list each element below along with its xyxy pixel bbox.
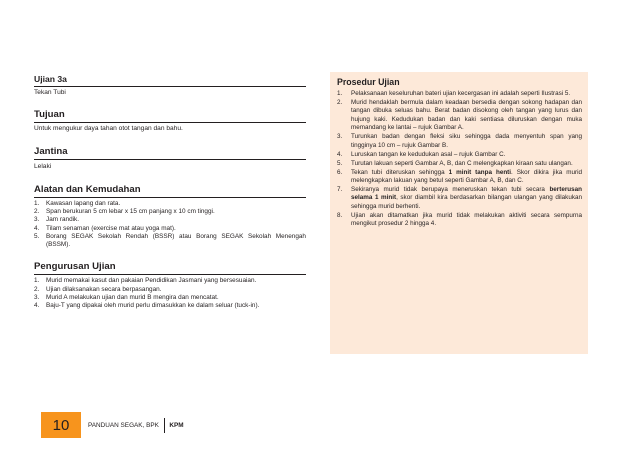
list-item-text: Baju-T yang dipakai oleh murid perlu dimasukkan ke dalam seluar (tuck-in).	[46, 302, 260, 310]
list-item-text: Murid memakai kasut dan pakaian Pendidikan Jasmani yang bersesuaian.	[46, 277, 257, 285]
gender-divider	[34, 159, 306, 160]
list-item-text: Ujian dilaksanakan secara berpasangan.	[46, 285, 162, 293]
list-item	[337, 99, 582, 133]
list-item	[34, 302, 306, 310]
list-item-text-pre: Tekan tubi diteruskan sehingga	[351, 168, 449, 176]
list-item-number: 4.	[34, 224, 40, 232]
list-item	[337, 186, 582, 211]
list-item-number: 8.	[337, 211, 343, 219]
list-item	[337, 151, 582, 159]
list-item-number: 5.	[337, 159, 343, 167]
list-item	[34, 208, 306, 216]
list-item	[34, 225, 306, 233]
equipment-heading: Alatan dan Kemudahan	[34, 183, 141, 195]
footer-divider	[164, 418, 166, 433]
list-item	[337, 90, 582, 98]
objective-heading: Tujuan	[34, 109, 65, 121]
list-item-number: 7.	[337, 186, 343, 194]
list-item-number: 1.	[337, 90, 343, 97]
footer-org: KPM	[169, 421, 184, 429]
list-item-text: Murid A melakukan ujian dan murid B mengira dan mencatat.	[46, 293, 219, 301]
left-column	[34, 74, 306, 311]
list-item-text-bold: berterusan selama 1 minit	[351, 186, 582, 202]
list-item-number: 2.	[337, 99, 343, 106]
list-item	[337, 212, 582, 229]
list-item-number: 3.	[34, 216, 40, 224]
objective-section	[34, 109, 306, 133]
gender-section	[34, 146, 306, 171]
list-item-text: Jam randik.	[46, 216, 80, 224]
list-item-text: Ujian akan ditamatkan jika murid tidak melakukan aktiviti secara sempurna mengikut prosedur 2 hingga 4.	[351, 211, 582, 228]
list-item-text-post: . Skor dikira jika murid melengkapkan lakuan yang betul seperti Gambar A, B, dan C.	[351, 168, 582, 185]
footer-text: PANDUAN SEGAK, BPK	[88, 421, 159, 429]
admin-heading: Pengurusan Ujian	[34, 261, 116, 273]
list-item	[34, 277, 306, 285]
list-item	[34, 200, 306, 208]
title-divider	[34, 86, 306, 87]
gender-heading: Jantina	[34, 146, 68, 158]
list-item-number: 1.	[34, 199, 40, 207]
list-item-number: 3.	[337, 133, 343, 141]
objective-divider	[34, 122, 306, 123]
list-item-text	[351, 186, 582, 211]
procedure-panel	[330, 72, 588, 354]
list-item-text-pre: Sekiranya murid tidak berupaya meneruskan tekan tubi secara	[351, 186, 550, 194]
list-item	[337, 160, 582, 168]
list-item-number: 4.	[34, 302, 40, 310]
list-item	[34, 233, 306, 250]
list-item-number: 2.	[34, 207, 40, 215]
list-item-text: Turutan lakuan seperti Gambar A, B, dan C melengkapkan kiraan satu ulangan.	[351, 159, 573, 167]
equipment-list	[34, 200, 306, 250]
list-item	[34, 294, 306, 302]
list-item-number: 3.	[34, 293, 40, 301]
list-item-number: 6.	[337, 168, 343, 176]
equipment-section	[34, 184, 306, 250]
list-item	[34, 286, 306, 294]
list-item	[34, 216, 306, 224]
list-item-text	[351, 169, 582, 186]
list-item-text-post: , skor diambil kira berdasarkan bilangan ulangan yang dilakukan sehingga murid berhenti.	[351, 194, 582, 210]
admin-list	[34, 277, 306, 310]
list-item	[337, 133, 582, 150]
objective-text: Untuk mengukur daya tahan otot tangan dan bahu.	[34, 125, 183, 133]
gender-text: Lelaki	[34, 163, 52, 171]
list-item-number: 5.	[34, 232, 40, 240]
list-item	[337, 169, 582, 186]
list-item-text: Tilam senaman (exercise mat atau yoga mat).	[46, 224, 176, 232]
list-item-text: Luruskan tangan ke kedudukan asal – rujuk Gambar C.	[351, 150, 506, 158]
list-item-text: Borang SEGAK Sekolah Rendah (BSSR) atau Borang SEGAK Sekolah Menengah (BSSM).	[46, 232, 306, 249]
test-title: Ujian 3a	[34, 74, 67, 84]
list-item-text: Span berukuran 5 cm lebar x 15 cm panjang x 10 cm tinggi.	[46, 207, 215, 215]
admin-divider	[34, 274, 306, 275]
list-item-text: Turunkan badan dengan fleksi siku sehingga dada menyentuh span yang tingginya 10 cm – rujuk Gambar B.	[351, 133, 582, 149]
list-item-text-bold: 1 minit tanpa henti	[448, 168, 512, 176]
list-item-text: Murid hendaklah bermula dalam keadaan bersedia dengan sokong hadapan dan tangan dibuka seluas bahu. Berat badan disokong oleh tangan yang lurus dan hujung kaki. Kedudukan badan dan kaki sentiasa diluruskan dengan muka memandang ke lantai – rujuk Gambar A.	[351, 99, 582, 132]
test-name: Tekan Tubi	[34, 89, 66, 96]
procedure-heading: Prosedur Ujian	[337, 77, 400, 87]
page-footer	[41, 412, 184, 438]
list-item-text: Kawasan lapang dan rata.	[46, 199, 121, 207]
equipment-divider	[34, 197, 306, 198]
procedure-list	[337, 90, 582, 229]
list-item-text: Pelaksanaan keseluruhan bateri ujian kecergasan ini adalah seperti Ilustrasi 5.	[351, 90, 571, 97]
list-item-number: 1.	[34, 277, 40, 285]
page-number: 10	[41, 412, 81, 438]
list-item-number: 4.	[337, 150, 343, 158]
admin-section	[34, 261, 306, 310]
list-item-number: 2.	[34, 285, 40, 293]
